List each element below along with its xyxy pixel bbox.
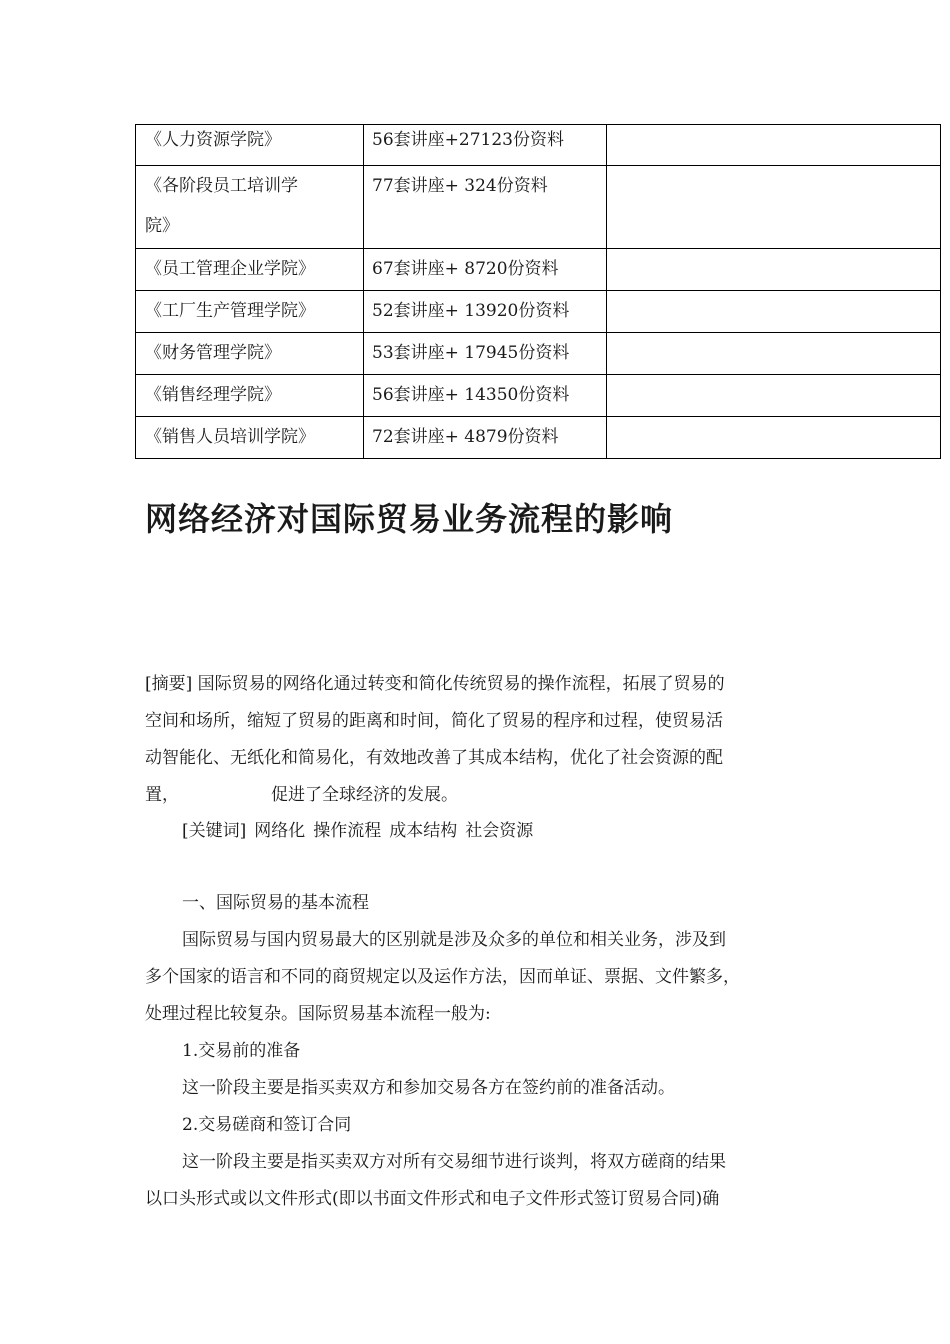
course-name [136,166,364,249]
course-note [607,375,941,417]
course-note [607,166,941,249]
course-name: 《财务管理学院》 [136,333,364,375]
abstract [145,666,825,814]
abstract-line: [摘要] 国际贸易的网络化通过转变和简化传统贸易的操作流程，拓展了贸易的 [145,674,725,694]
course-content: 67套讲座+ 8720份资料 [364,249,607,291]
keyword: 网络化 [254,821,306,841]
course-note [607,249,941,291]
table-row [136,291,941,333]
step-title: 2.交易磋商和签订合同 [182,1115,352,1135]
course-content: 77套讲座+ 324份资料 [364,166,607,249]
keyword: 操作流程 [313,821,382,841]
paragraph-line: 以口头形式或以文件形式(即以书面文件形式和电子文件形式签订贸易合同)确 [145,1189,720,1209]
course-note [607,417,941,459]
abstract-text: 置， [145,785,179,805]
table-row [136,417,941,459]
abstract-line: 动智能化、无纸化和简易化，有效地改善了其成本结构，优化了社会资源的配 [145,748,723,768]
paragraph-line: 多个国家的语言和不同的商贸规定以及运作方法，因而单证、票据、文件繁多， [145,967,740,987]
course-name: 《工厂生产管理学院》 [136,291,364,333]
table-row [136,333,941,375]
course-name: 《员工管理企业学院》 [136,249,364,291]
section-basic-process [145,885,825,1218]
keyword: 成本结构 [389,821,458,841]
section-heading: 一、国际贸易的基本流程 [182,893,369,913]
course-content: 56套讲座+27123份资料 [364,125,607,166]
table-row [136,375,941,417]
course-content: 56套讲座+ 14350份资料 [364,375,607,417]
course-content: 53套讲座+ 17945份资料 [364,333,607,375]
step-title: 1.交易前的准备 [182,1041,301,1061]
paragraph-line: 这一阶段主要是指买卖双方和参加交易各方在签约前的准备活动。 [182,1078,675,1098]
course-name: 《销售经理学院》 [136,375,364,417]
course-note [607,125,941,166]
course-note [607,291,941,333]
course-table [135,124,941,459]
course-content: 72套讲座+ 4879份资料 [364,417,607,459]
course-name: 《销售人员培训学院》 [136,417,364,459]
table-row [136,125,941,166]
course-name-line: 《各阶段员工培训学 [145,176,298,196]
paragraph-line: 国际贸易与国内贸易最大的区别就是涉及众多的单位和相关业务，涉及到 [182,930,726,950]
keywords [145,813,862,850]
table-row [136,249,941,291]
abstract-line: 空间和场所，缩短了贸易的距离和时间，简化了贸易的程序和过程，使贸易活 [145,711,723,731]
article-title: 网络经济对国际贸易业务流程的影响 [145,500,674,538]
table-row [136,166,941,249]
keyword: 社会资源 [465,821,534,841]
paragraph-line: 这一阶段主要是指买卖双方对所有交易细节进行谈判，将双方磋商的结果 [182,1152,726,1172]
course-note [607,333,941,375]
abstract-line [145,777,825,814]
course-name-line: 院》 [145,216,179,236]
course-content: 52套讲座+ 13920份资料 [364,291,607,333]
abstract-text: 促进了全球经济的发展。 [271,785,458,805]
paragraph-line: 处理过程比较复杂。国际贸易基本流程一般为: [145,1004,491,1024]
course-name: 《人力资源学院》 [136,125,364,166]
keywords-label: [关键词] [182,821,247,841]
